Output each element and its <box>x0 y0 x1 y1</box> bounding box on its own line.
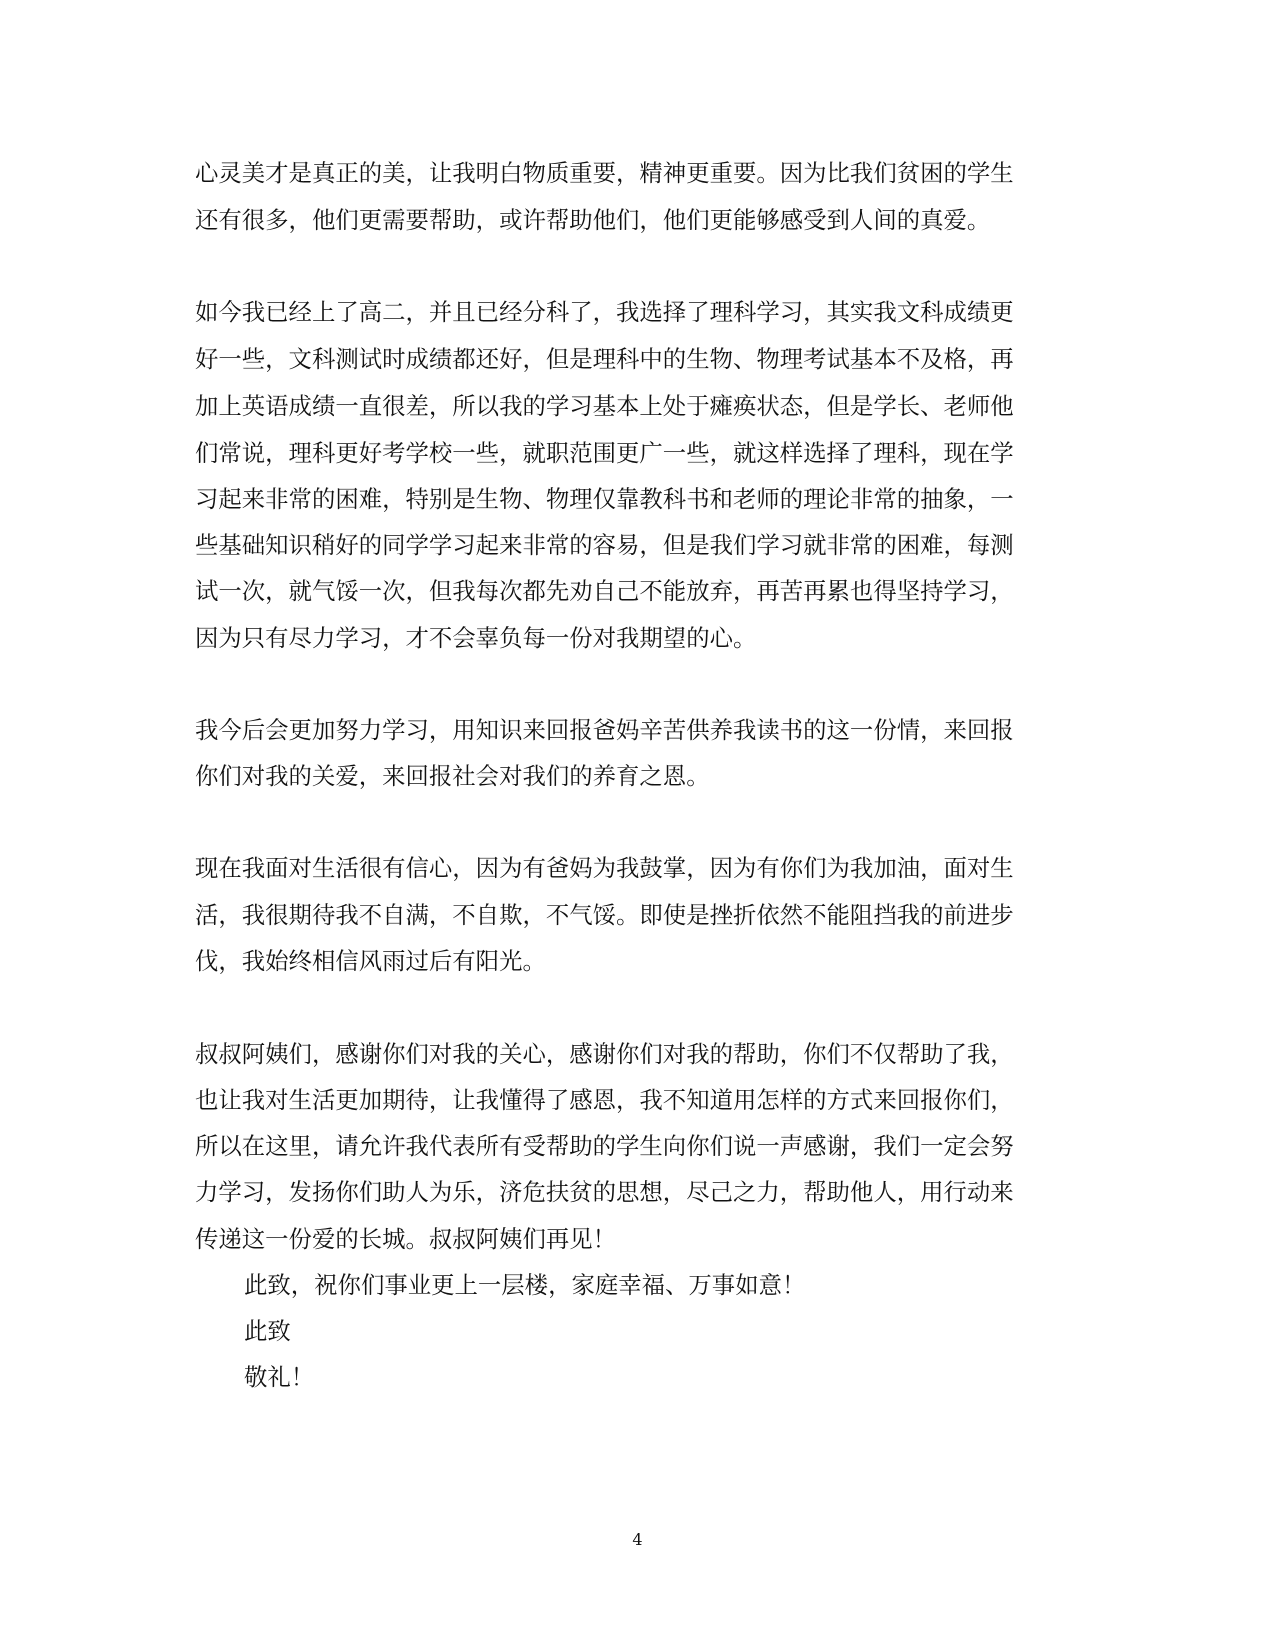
paragraph-2-line-5: 习起来非常的困难，特别是生物、物理仅靠教科书和老师的理论非常的抽象，一 <box>195 485 1014 513</box>
paragraph-5-line-5: 传递这一份爱的长城。叔叔阿姨们再见！ <box>195 1225 617 1253</box>
paragraph-3-line-2: 你们对我的关爱，来回报社会对我们的养育之恩。 <box>195 762 710 790</box>
paragraph-2-line-7: 试一次，就气馁一次，但我每次都先劝自己不能放弃，再苦再累也得坚持学习， <box>195 577 1014 605</box>
paragraph-4-line-1: 现在我面对生活很有信心，因为有爸妈为我鼓掌，因为有你们为我加油，面对生 <box>195 854 1014 882</box>
paragraph-3-line-1: 我今后会更加努力学习，用知识来回报爸妈辛苦供养我读书的这一份情，来回报 <box>195 716 1014 744</box>
paragraph-2-line-2: 好一些，文科测试时成绩都还好，但是理科中的生物、物理考试基本不及格，再 <box>195 345 1014 373</box>
paragraph-2-line-3: 加上英语成绩一直很差，所以我的学习基本上处于瘫痪状态，但是学长、老师他 <box>195 392 1014 420</box>
paragraph-2-line-8: 因为只有尽力学习，才不会辜负每一份对我期望的心。 <box>195 624 757 652</box>
closing-regards: 敬礼！ <box>244 1363 315 1391</box>
page-number: 4 <box>632 1530 643 1549</box>
paragraph-5-line-2: 也让我对生活更加期待，让我懂得了感恩，我不知道用怎样的方式来回报你们， <box>195 1086 1014 1114</box>
paragraph-4-line-3: 伐，我始终相信风雨过后有阳光。 <box>195 947 546 975</box>
paragraph-2-line-1: 如今我已经上了高二，并且已经分科了，我选择了理科学习，其实我文科成绩更 <box>195 298 1014 326</box>
paragraph-2-line-6: 些基础知识稍好的同学学习起来非常的容易，但是我们学习就非常的困难，每测 <box>195 531 1014 559</box>
paragraph-5-line-1: 叔叔阿姨们，感谢你们对我的关心，感谢你们对我的帮助，你们不仅帮助了我， <box>195 1040 1014 1068</box>
paragraph-2-line-4: 们常说，理科更好考学校一些，就职范围更广一些，就这样选择了理科，现在学 <box>195 439 1014 467</box>
paragraph-1-line-1: 心灵美才是真正的美，让我明白物质重要，精神更重要。因为比我们贫困的学生 <box>195 159 1014 187</box>
closing-salutation: 此致 <box>244 1317 291 1345</box>
paragraph-1-line-2: 还有很多，他们更需要帮助，或许帮助他们，他们更能够感受到人间的真爱。 <box>195 206 991 234</box>
paragraph-5-line-3: 所以在这里，请允许我代表所有受帮助的学生向你们说一声感谢，我们一定会努 <box>195 1132 1014 1160</box>
closing-wishes: 此致，祝你们事业更上一层楼，家庭幸福、万事如意！ <box>244 1271 806 1299</box>
paragraph-5-line-4: 力学习，发扬你们助人为乐，济危扶贫的思想，尽己之力，帮助他人，用行动来 <box>195 1178 1014 1206</box>
paragraph-4-line-2: 活，我很期待我不自满，不自欺，不气馁。即使是挫折依然不能阻挡我的前进步 <box>195 901 1014 929</box>
